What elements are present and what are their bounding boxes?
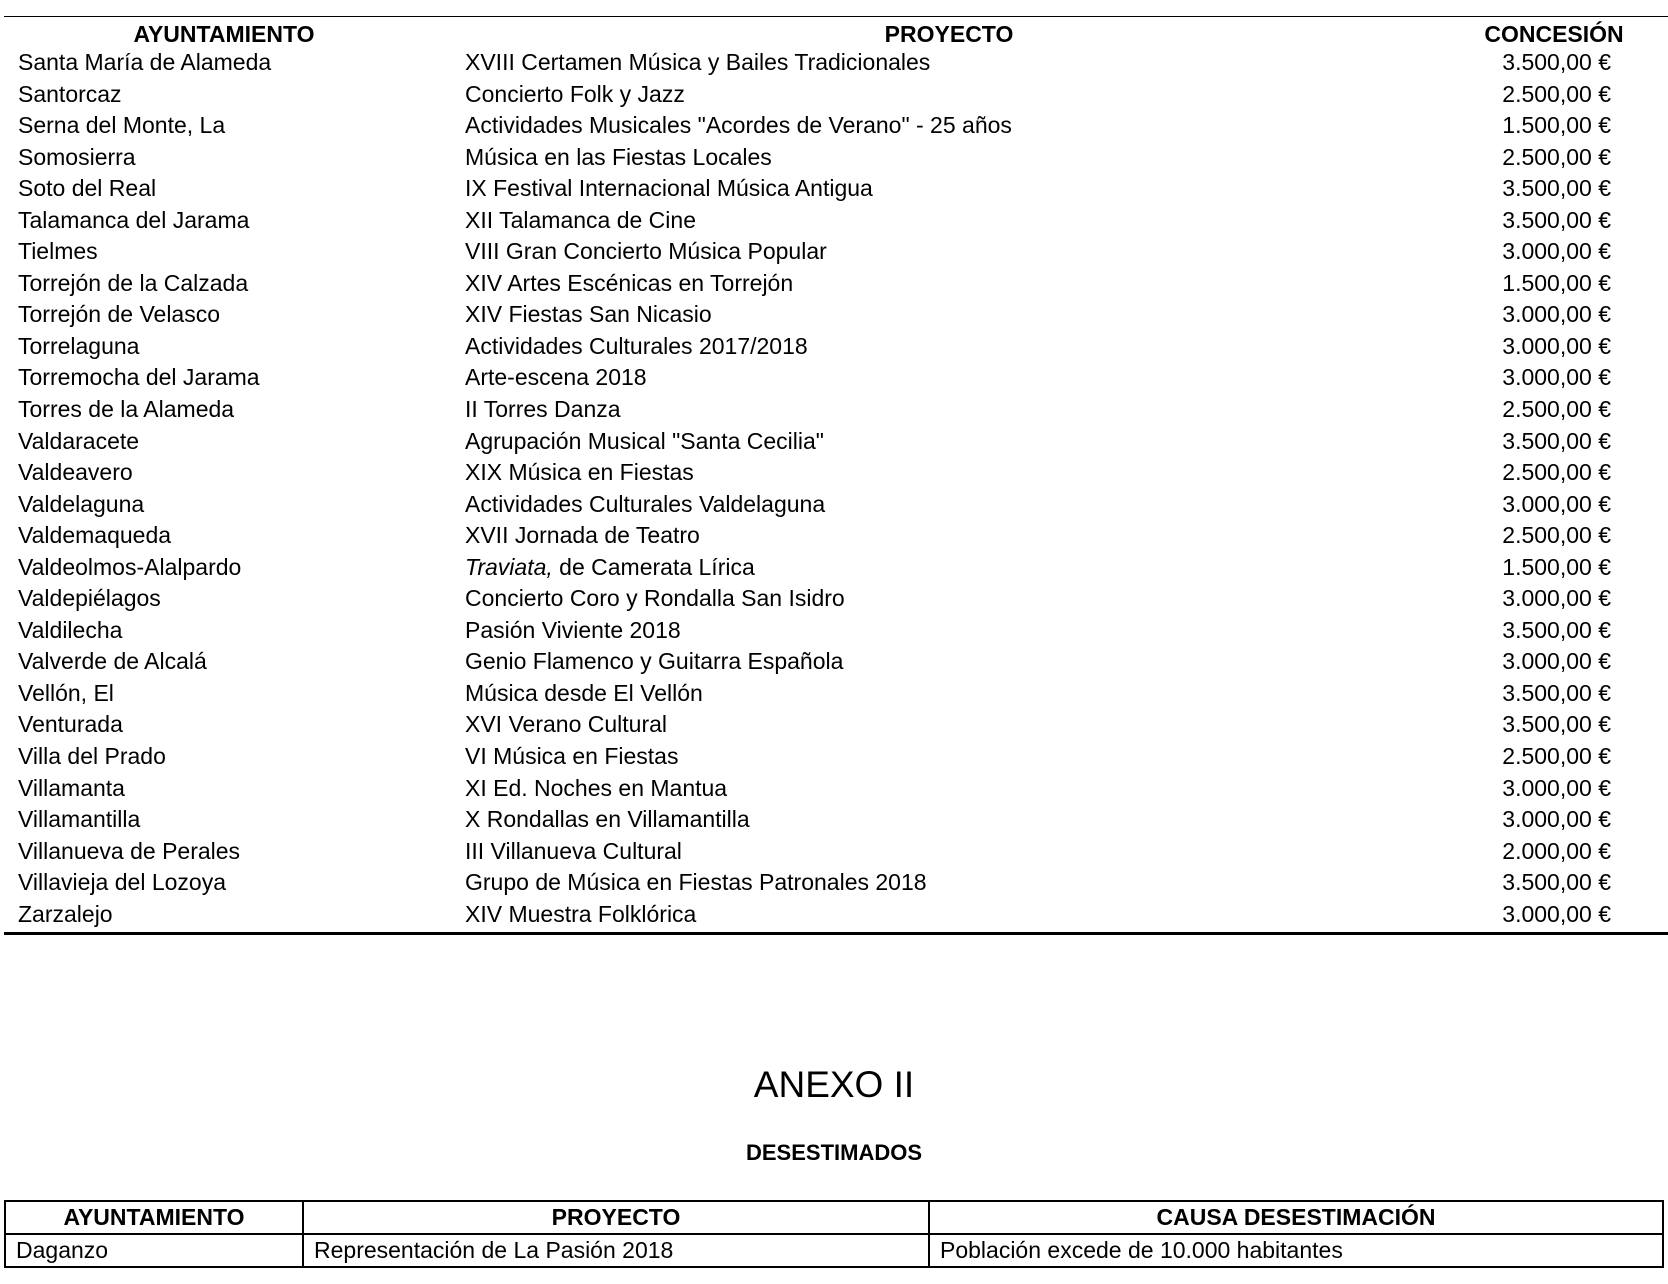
header-proyecto: PROYECTO: [884, 21, 1014, 47]
cell-concesion: 3.000,00 €: [1502, 900, 1611, 927]
cell-proyecto: [465, 552, 755, 584]
table-row: [4, 804, 1668, 836]
table-row: [4, 836, 1668, 868]
cell-proyecto: Concierto Coro y Rondalla San Isidro: [465, 585, 845, 612]
cell-concesion: 3.500,00 €: [1502, 175, 1611, 202]
cell-concesion: 3.500,00 €: [1502, 616, 1611, 643]
cell-proyecto-rest: de Camerata Lírica: [552, 553, 755, 580]
cell-proyecto: Música desde El Vellón: [465, 679, 703, 706]
table-row: [4, 646, 1668, 678]
cell-proyecto: XIV Muestra Folklórica: [465, 900, 697, 927]
header-concesion: CONCESIÓN: [1484, 21, 1624, 47]
cell-ayuntamiento: Villavieja del Lozoya: [18, 869, 226, 896]
table-row: [4, 331, 1668, 363]
table-header-row: [5, 1201, 1663, 1234]
table-row: [4, 899, 1668, 931]
table-row: [4, 583, 1668, 615]
cell-ayuntamiento: Santorcaz: [18, 80, 122, 107]
table-body: [5, 1234, 1663, 1267]
cell-ayuntamiento: Villa del Prado: [18, 743, 166, 770]
cell-concesion: 2.500,00 €: [1502, 143, 1611, 170]
cell-concesion: 2.500,00 €: [1502, 396, 1611, 423]
cell-proyecto: Actividades Culturales Valdelaguna: [465, 490, 826, 517]
cell-proyecto: XII Talamanca de Cine: [465, 206, 696, 233]
cell-concesion: 2.500,00 €: [1502, 459, 1611, 486]
table-row: [4, 426, 1668, 458]
cell-ayuntamiento: Villanueva de Perales: [18, 837, 241, 864]
annex-title: ANEXO II: [753, 1064, 915, 1105]
table-row: [4, 773, 1668, 805]
cell-concesion: 3.500,00 €: [1502, 711, 1611, 738]
cell-ayuntamiento: Talamanca del Jarama: [18, 206, 250, 233]
table-row: [4, 205, 1668, 237]
cell-proyecto: III Villanueva Cultural: [465, 837, 682, 864]
cell-proyecto: II Torres Danza: [465, 396, 621, 423]
cell-ayuntamiento: Vellón, El: [18, 679, 114, 706]
cell-proyecto: Pasión Viviente 2018: [465, 616, 681, 643]
table-row: [4, 615, 1668, 647]
cell-proyecto-italic: Traviata,: [465, 553, 553, 580]
cell-concesion: 1.500,00 €: [1502, 112, 1611, 139]
cell-ayuntamiento: Valdaracete: [18, 427, 140, 454]
cell-proyecto: Música en las Fiestas Locales: [465, 143, 772, 170]
cell-concesion: 3.000,00 €: [1502, 648, 1611, 675]
cell-ayuntamiento: Santa María de Alameda: [18, 49, 272, 75]
table-row: [4, 173, 1668, 205]
concesiones-table: [4, 16, 1668, 935]
table-row: [5, 1234, 1663, 1267]
cell-concesion: 3.000,00 €: [1502, 364, 1611, 391]
cell-proyecto: Arte-escena 2018: [465, 364, 647, 391]
cell-ayuntamiento: Venturada: [18, 711, 123, 738]
cell-concesion: 3.500,00 €: [1502, 206, 1611, 233]
cell-proyecto: X Rondallas en Villamantilla: [465, 806, 750, 833]
cell-ayuntamiento: Tielmes: [18, 238, 98, 265]
cell-concesion: 2.000,00 €: [1502, 837, 1611, 864]
cell-proyecto: VIII Gran Concierto Música Popular: [465, 238, 827, 265]
cell-ayuntamiento: Valdilecha: [18, 616, 123, 643]
cell-ayuntamiento: Zarzalejo: [18, 900, 113, 927]
desestimados-table: [4, 1200, 1664, 1268]
header-ayuntamiento: AYUNTAMIENTO: [5, 1201, 303, 1234]
table-row: [4, 79, 1668, 111]
cell-ayuntamiento: Valdelaguna: [18, 490, 145, 517]
table-body: [4, 47, 1668, 935]
table-header: [4, 16, 1668, 47]
table-row: [4, 110, 1668, 142]
cell-ayuntamiento: Torremocha del Jarama: [18, 364, 260, 391]
cell-proyecto: Actividades Musicales "Acordes de Verano" - 25 años: [465, 112, 1012, 139]
cell-concesion: 2.500,00 €: [1502, 80, 1611, 107]
cell-proyecto: VI Música en Fiestas: [465, 743, 679, 770]
cell-concesion: 1.500,00 €: [1502, 269, 1611, 296]
cell-proyecto: XVI Verano Cultural: [465, 711, 668, 738]
table-row: [4, 268, 1668, 300]
cell-concesion: 3.500,00 €: [1502, 427, 1611, 454]
cell-concesion: 3.000,00 €: [1502, 301, 1611, 328]
cell-proyecto: Concierto Folk y Jazz: [465, 80, 685, 107]
table-row: [4, 741, 1668, 773]
cell-proyecto: XIV Fiestas San Nicasio: [465, 301, 712, 328]
cell-ayuntamiento: Serna del Monte, La: [18, 112, 226, 139]
cell-ayuntamiento: Valdeolmos-Alalpardo: [18, 553, 242, 580]
cell-proyecto: XVII Jornada de Teatro: [465, 522, 700, 549]
table-row: [4, 709, 1668, 741]
cell-concesion: 3.500,00 €: [1502, 49, 1611, 75]
cell-concesion: 3.500,00 €: [1502, 679, 1611, 706]
table-row: [4, 457, 1668, 489]
cell-ayuntamiento: Torres de la Alameda: [18, 396, 235, 423]
table-row: [4, 142, 1668, 174]
table-row: [4, 362, 1668, 394]
cell-concesion: 1.500,00 €: [1502, 553, 1611, 580]
cell-ayuntamiento: Soto del Real: [18, 175, 157, 202]
cell-ayuntamiento: Villamantilla: [18, 806, 141, 833]
cell-concesion: 3.500,00 €: [1502, 869, 1611, 896]
cell-concesion: 2.500,00 €: [1502, 522, 1611, 549]
cell-ayuntamiento: Daganzo: [5, 1234, 303, 1267]
cell-proyecto: XVIII Certamen Música y Bailes Tradicionales: [465, 49, 931, 75]
table-row: [4, 867, 1668, 899]
table-row: [4, 520, 1668, 552]
annex-subtitle: DESESTIMADOS: [745, 1140, 923, 1165]
table-row: [4, 678, 1668, 710]
header-causa: CAUSA DESESTIMACIÓN: [929, 1201, 1663, 1234]
cell-proyecto: Genio Flamenco y Guitarra Española: [465, 648, 844, 675]
cell-ayuntamiento: Villamanta: [18, 774, 125, 801]
header-proyecto: PROYECTO: [303, 1201, 929, 1234]
table-row: [4, 299, 1668, 331]
cell-proyecto: Grupo de Música en Fiestas Patronales 2018: [465, 869, 927, 896]
cell-proyecto: XIX Música en Fiestas: [465, 459, 694, 486]
header-ayuntamiento: AYUNTAMIENTO: [133, 21, 315, 47]
cell-concesion: 3.000,00 €: [1502, 490, 1611, 517]
cell-ayuntamiento: Somosierra: [18, 143, 136, 170]
table-row: [4, 47, 1668, 79]
cell-ayuntamiento: Torrelaguna: [18, 332, 140, 359]
cell-ayuntamiento: Valdeavero: [18, 459, 133, 486]
cell-proyecto: XI Ed. Noches en Mantua: [465, 774, 728, 801]
cell-proyecto: Agrupación Musical "Santa Cecilia": [465, 427, 824, 454]
cell-concesion: 2.500,00 €: [1502, 743, 1611, 770]
cell-concesion: 3.000,00 €: [1502, 774, 1611, 801]
table-row: [4, 394, 1668, 426]
cell-ayuntamiento: Valdepiélagos: [18, 585, 161, 612]
cell-concesion: 3.000,00 €: [1502, 238, 1611, 265]
table-row: [4, 489, 1668, 521]
table-row: [4, 552, 1668, 584]
cell-concesion: 3.000,00 €: [1502, 585, 1611, 612]
cell-concesion: 3.000,00 €: [1502, 806, 1611, 833]
cell-proyecto: XIV Artes Escénicas en Torrejón: [465, 269, 794, 296]
table-row: [4, 236, 1668, 268]
cell-concesion: 3.000,00 €: [1502, 332, 1611, 359]
cell-causa: Población excede de 10.000 habitantes: [929, 1234, 1663, 1267]
cell-ayuntamiento: Valdemaqueda: [18, 522, 172, 549]
cell-proyecto: Actividades Culturales 2017/2018: [465, 332, 808, 359]
cell-ayuntamiento: Torrejón de la Calzada: [18, 269, 249, 296]
cell-ayuntamiento: Valverde de Alcalá: [18, 648, 207, 675]
cell-proyecto: IX Festival Internacional Música Antigua: [465, 175, 873, 202]
cell-proyecto: Representación de La Pasión 2018: [303, 1234, 929, 1267]
cell-ayuntamiento: Torrejón de Velasco: [18, 301, 221, 328]
